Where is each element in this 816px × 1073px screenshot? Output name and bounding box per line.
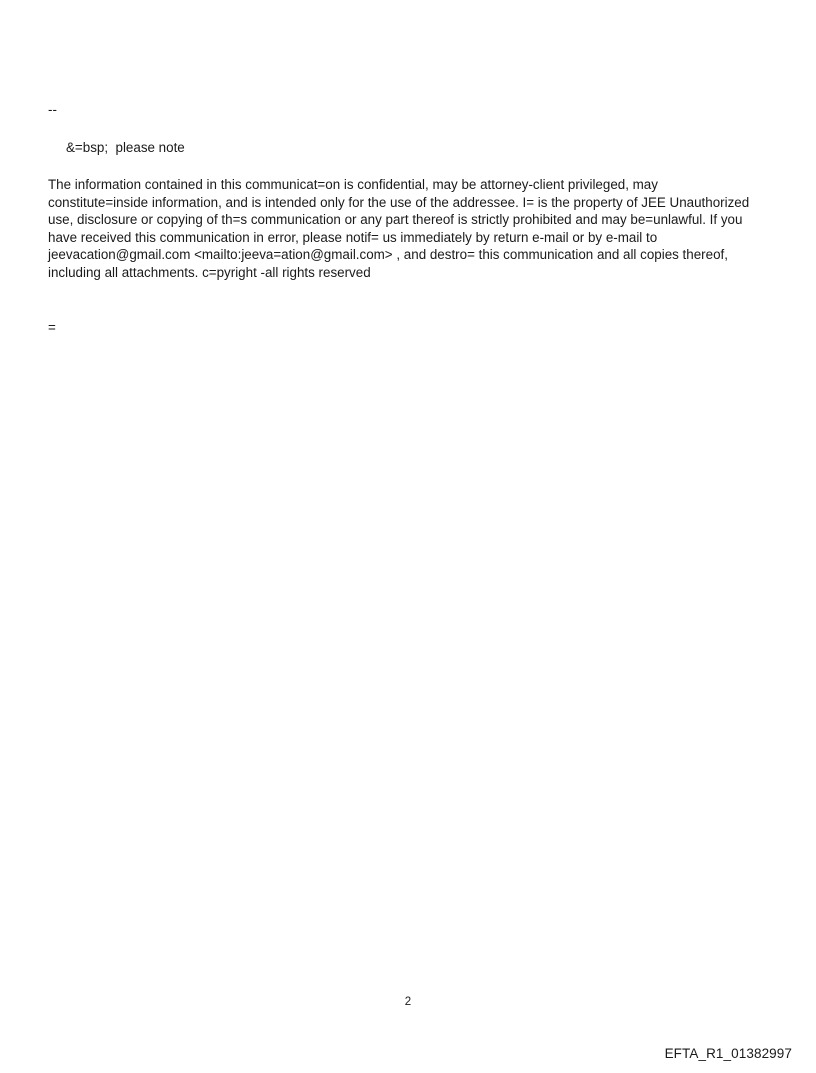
signature-separator: --	[48, 102, 57, 117]
please-note-line: &=bsp; please note	[66, 140, 185, 155]
disclaimer-line: The information contained in this communicat=on is confidential, may be attorney-client privileged, may	[48, 177, 658, 192]
page-number: 2	[404, 996, 412, 1008]
disclaimer-line: constitute=inside information, and is intended only for the use of the addressee. I= is the property of JEE Unauthorized	[48, 194, 750, 210]
trailing-equals-char: =	[48, 320, 56, 335]
disclaimer-line: use, disclosure or copying of th=s communication or any part thereof is strictly prohibited and may be=unlawful. If you	[48, 212, 743, 228]
bates-number: EFTA_R1_01382997	[664, 1046, 792, 1061]
disclaimer-line: including all attachments. c=pyright -all rights reserved	[48, 264, 371, 280]
disclaimer-line: have received this communication in error, please notif= us immediately by return e-mail or by e-mail to	[48, 229, 658, 245]
confidentiality-disclaimer	[48, 176, 778, 282]
disclaimer-line: jeevacation@gmail.com <mailto:jeeva=ation@gmail.com> , and destro= this communication and all copies thereof,	[48, 247, 728, 263]
